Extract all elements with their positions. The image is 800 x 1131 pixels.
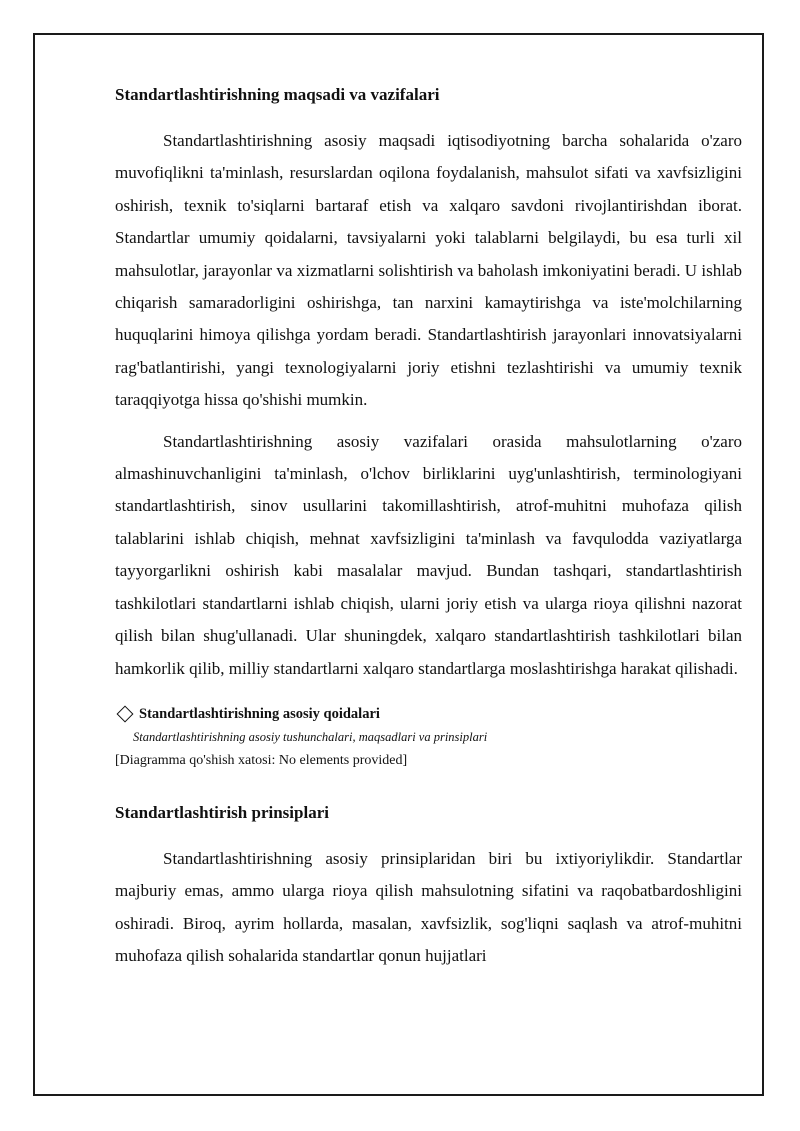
- section-title-goals: Standartlashtirishning maqsadi va vazifalari: [115, 85, 440, 104]
- paragraph-goals: Standartlashtirishning asosiy maqsadi iqtisodiyotning barcha sohalarida o'zaro muvofiqlikni ta'minlash, resurslardan oqilona foydalanish, mahsulot sifati va xavfsizligini oshirish, texnik to'siqlarni bartaraf etish va xalqaro savdoni rivojlantirishdan iborat. Standartlar umumiy qoidalarni, tavsiyalarni yoki talablarni belgilaydi, bu esa turli xil mahsulotlar, jarayonlar va xizmatlarni solishtirish va baholash imkoniyatini beradi. U ishlab chiqarish samaradorligini oshirishga, tan narxini kamaytirishga va iste'molchilarning huquqlarini himoya qilishga yordam beradi. Standartlashtirish jarayonlari innovatsiyalarni rag'batlantirishi, yangi texnologiyalarni joriy etishni tezlashtirishi va umumiy texnik taraqqiyotga hissa qo'shishi mumkin.: [115, 131, 742, 410]
- paragraph-tasks: Standartlashtirishning asosiy vazifalari orasida mahsulotlarning o'zaro almashinuvchanligini ta'minlash, o'lchov birliklarini uyg'unlashtirish, terminologiyani standartlashtirish, sinov usullarini takomillashtirish, atrof-muhitni muhofaza qilish talablarini ishlab chiqish, mehnat xavfsizligini ta'minlash va favqulodda vaziyatlarga tayyorgarlikni oshirish kabi masalalar mavjud. Bundan tashqari, standartlashtirish tashkilotlari standartlarni ishlab chiqish, ularni joriy etish va ularga rioya qilishni nazorat qilish bilan shug'ullanadi. Ular shuningdek, xalqaro standartlashtirish tashkilotlari bilan hamkorlik qilib, milliy standartlarni xalqaro standartlarga moslashtirishga harakat qilishadi.: [115, 431, 742, 678]
- section-title-principles: Standartlashtirish prinsiplari: [115, 802, 329, 822]
- diagram-title: [115, 703, 742, 725]
- diamond-icon: [117, 705, 134, 722]
- document-content: [115, 83, 742, 973]
- diagram-subtitle: Standartlashtirishning asosiy tushunchalari, maqsadlari va prinsiplari: [133, 729, 488, 744]
- diagram-title-text: Standartlashtirishning asosiy qoidalari: [139, 705, 380, 722]
- paragraph-principles: Standartlashtirishning asosiy prinsiplaridan biri bu ixtiyoriylikdir. Standartlar majburiy emas, ammo ularga rioya qilish mahsulotning sifatini va raqobatbardoshligini oshiradi. Biroq, ayrim hollarda, masalan, xavfsizlik, sog'liqni saqlash va atrof-muhitni muhofaza qilish sohalarida standartlar qonun hujjatlari: [115, 848, 742, 966]
- diagram-error-message: [Diagramma qo'shish xatosi: No elements provided]: [115, 752, 408, 768]
- diagram-placeholder: [115, 703, 742, 771]
